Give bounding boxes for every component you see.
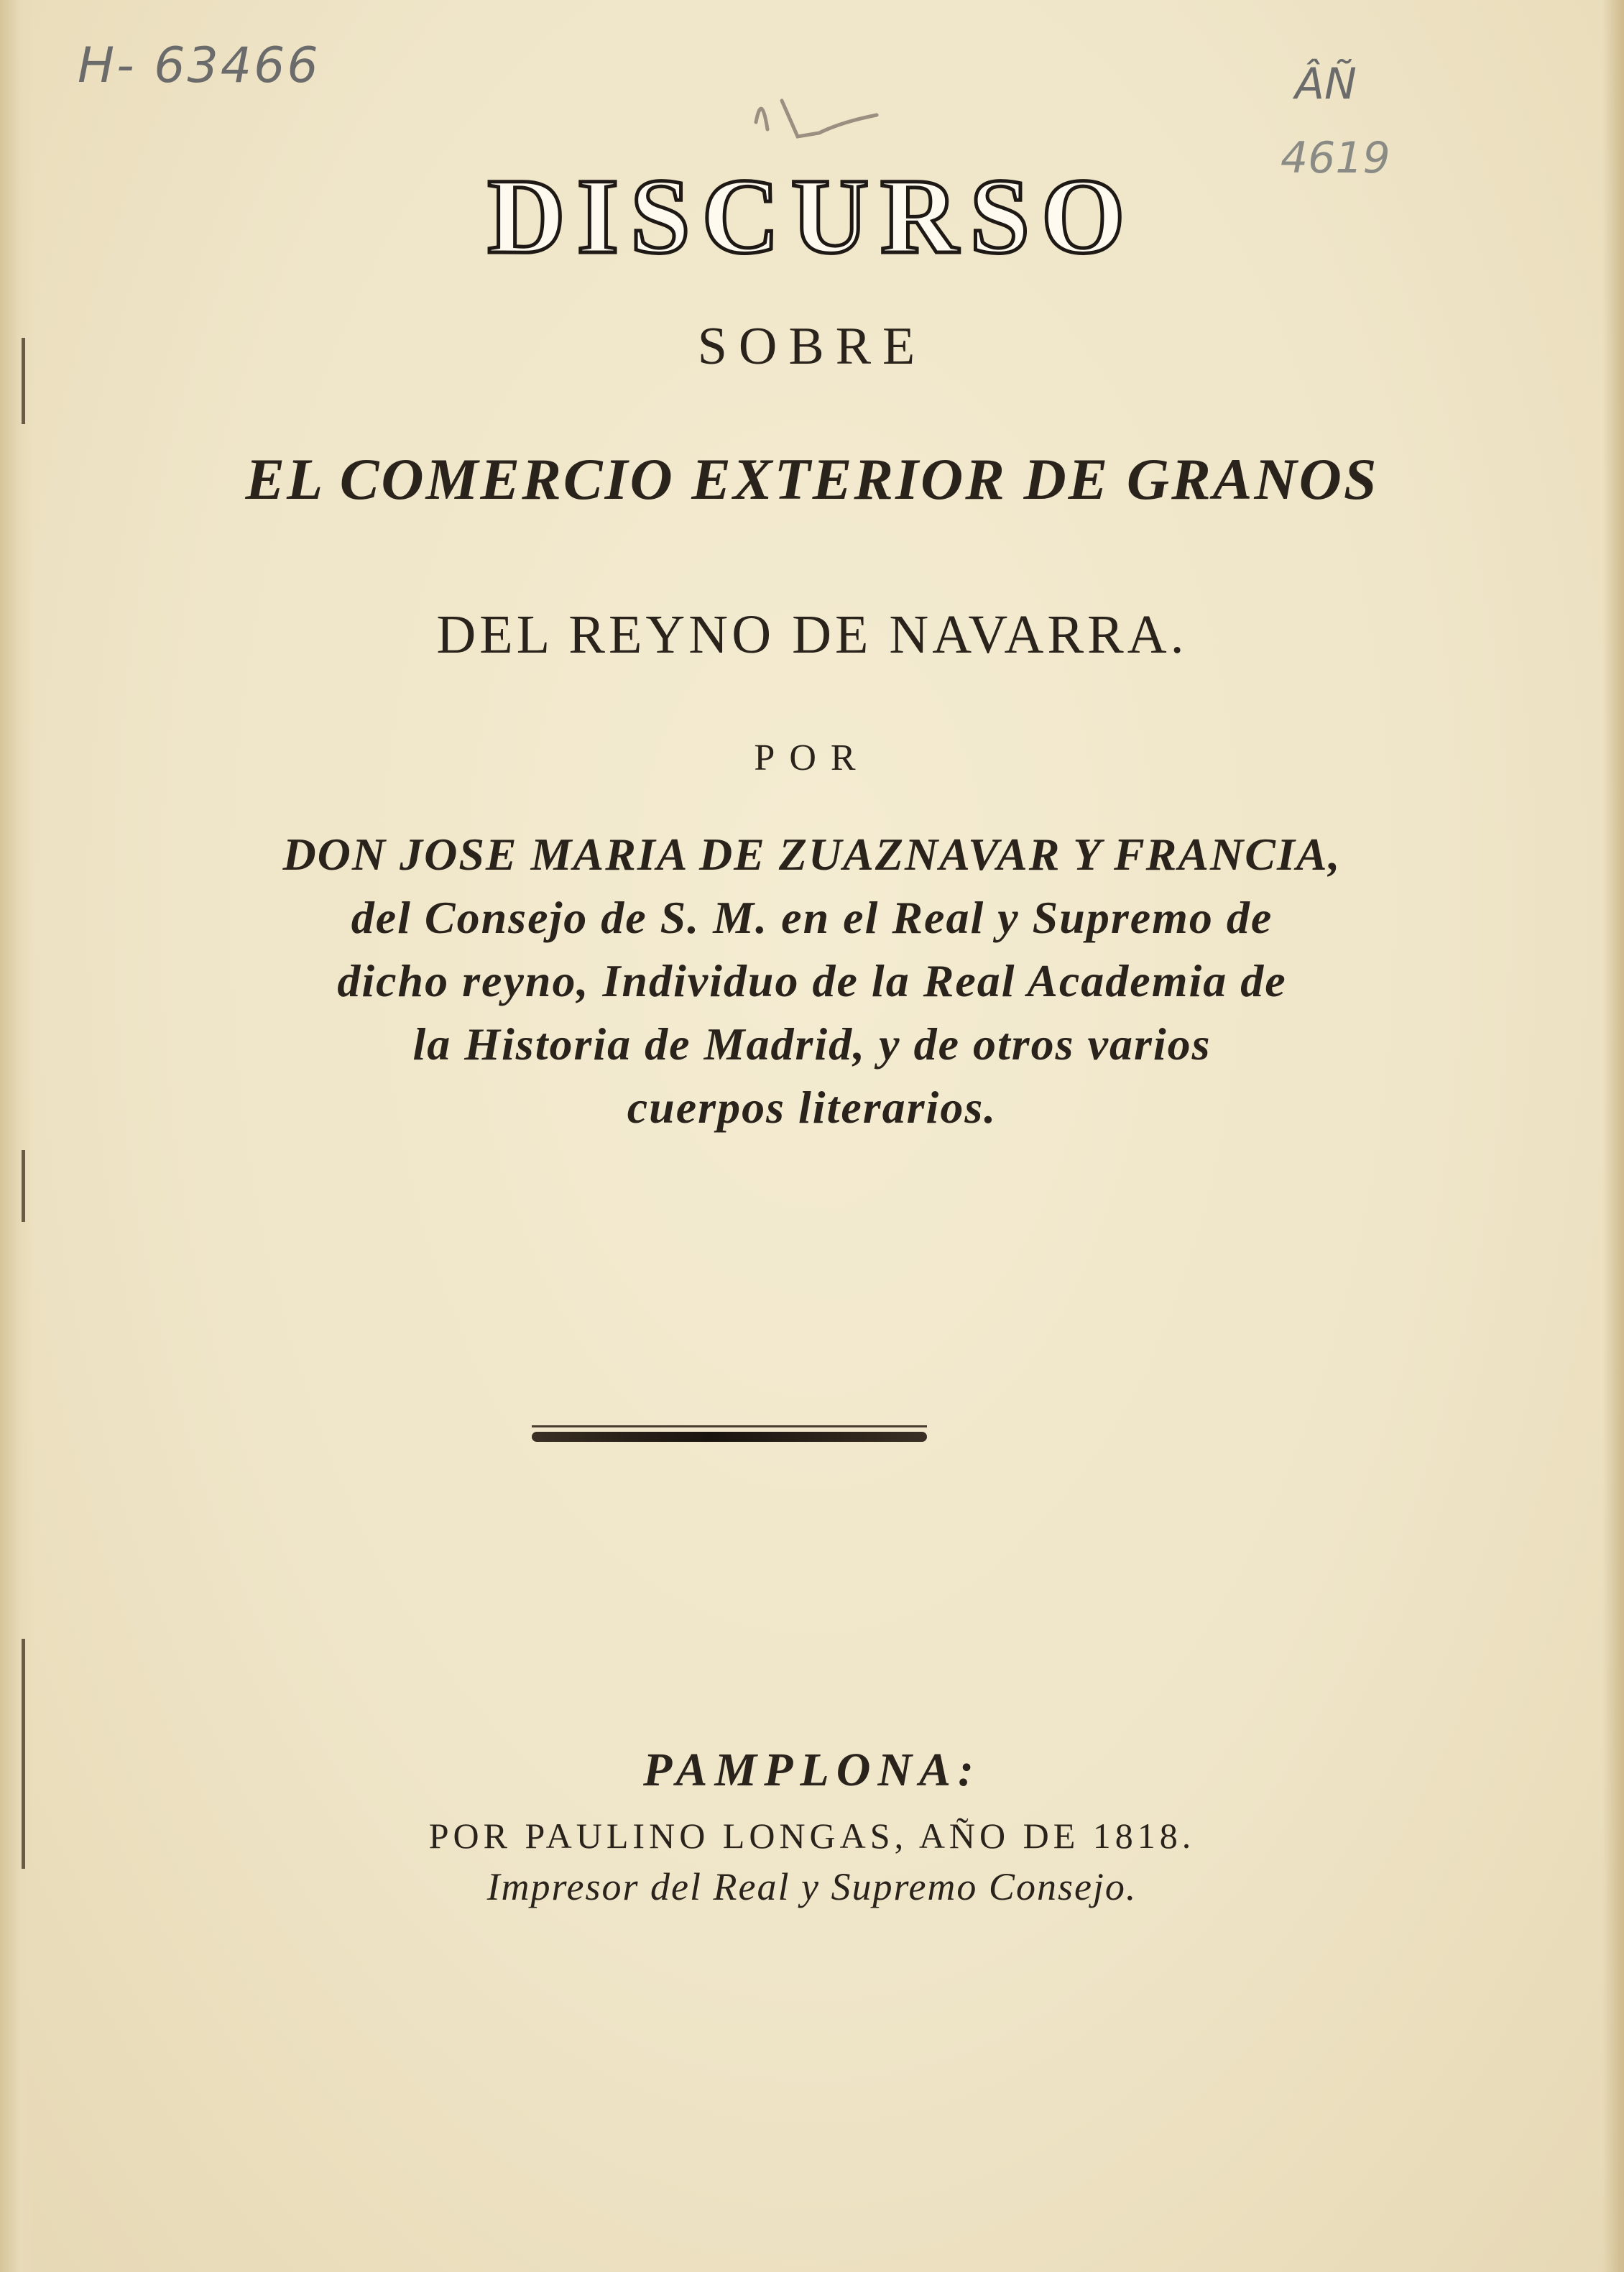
handwritten-note: ÂÑ (1295, 59, 1357, 109)
author-line: dicho reyno, Individuo de la Real Academia de (337, 955, 1287, 1006)
subtitle-subject: EL COMERCIO EXTERIOR DE GRANOS (245, 446, 1379, 512)
binding-mark (22, 1150, 25, 1222)
handwritten-number: 4619 (1281, 133, 1390, 183)
author-line: la Historia de Madrid, y de otros varios (412, 1018, 1212, 1070)
ornamental-rule (532, 1432, 927, 1442)
pencil-scribble-mark (747, 79, 891, 158)
author-line: cuerpos literarios. (627, 1082, 997, 1133)
book-title: DISCURSO (487, 157, 1137, 276)
byline-label: POR (754, 737, 870, 778)
author-block (0, 823, 1624, 1139)
imprint-printer-title: Impresor del Real y Supremo Consejo. (486, 1865, 1138, 1908)
handwritten-shelfmark: H- 63466 (78, 37, 320, 94)
ornamental-rule-hairline (532, 1425, 927, 1427)
author-line: DON JOSE MARIA DE ZUAZNAVAR Y FRANCIA, (282, 829, 1342, 880)
imprint-city: PAMPLONA: (642, 1744, 982, 1796)
author-line: del Consejo de S. M. en el Real y Supremo de (351, 892, 1273, 943)
imprint-printer: POR PAULINO LONGAS, AÑO DE 1818. (428, 1816, 1196, 1856)
subtitle-sobre: SOBRE (697, 317, 927, 376)
subtitle-region: DEL REYNO DE NAVARRA. (436, 604, 1188, 665)
